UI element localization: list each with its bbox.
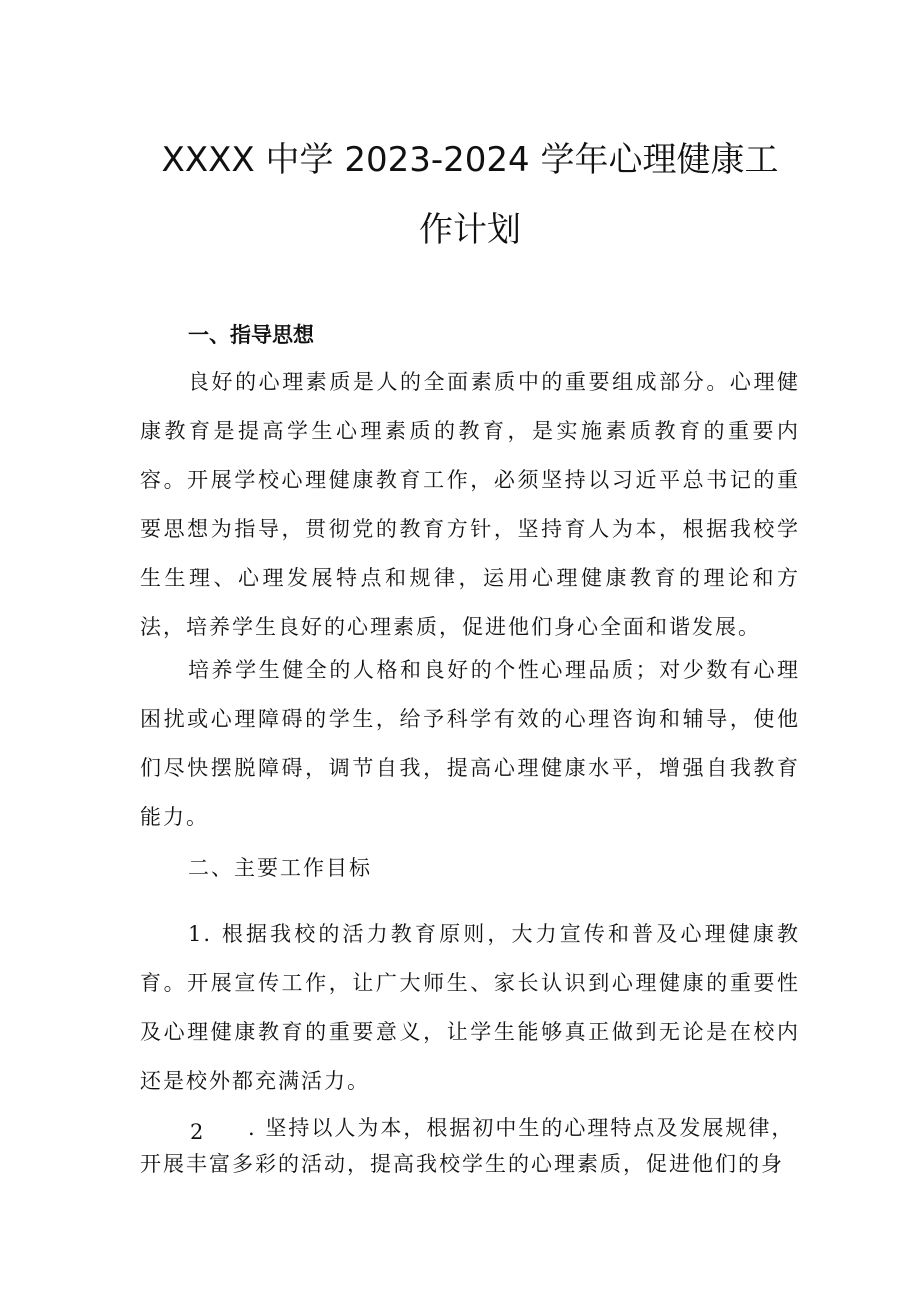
document-title-line1: XXXX 中学 2023-2024 学年心理健康工	[161, 140, 779, 180]
section1-paragraph2: 培养学生健全的人格和良好的个性心理品质；对少数有心理困扰或心理障碍的学生，给予科学有效的心理咨询和辅导，使他们尽快摆脱障碍，调节自我，提高心理健康水平，增强自我教育能力。	[140, 658, 800, 829]
section2-item2-number: 2	[190, 1120, 204, 1144]
section1-heading: 一、指导思想	[188, 323, 314, 347]
section2-item1: 1. 根据我校的活力教育原则，大力宣传和普及心理健康教育。开展宣传工作，让广大师生、家长认识到心理健康的重要性及心理健康教育的重要意义，让学生能够真正做到无论是在校内还是校外都充满活力。	[140, 922, 800, 1093]
section1-paragraph1: 良好的心理素质是人的全面素质中的重要组成部分。心理健康教育是提高学生心理素质的教育，是实施素质教育的重要内容。开展学校心理健康教育工作，必须坚持以习近平总书记的重要思想为指导，贯彻党的教育方针，坚持育人为本，根据我校学生生理、心理发展特点和规律，运用心理健康教育的理论和方法，培养学生良好的心理素质，促进他们身心全面和谐发展。	[140, 370, 800, 639]
section2-item2-continuation: 开展丰富多彩的活动，提高我校学生的心理素质，促进他们的身	[140, 1152, 784, 1176]
section2-heading: 二、主要工作目标	[188, 856, 372, 880]
document-title-line2: 作计划	[419, 210, 521, 250]
section2-item2-text: . 坚持以人为本，根据初中生的心理特点及发展规律，	[248, 1116, 795, 1140]
